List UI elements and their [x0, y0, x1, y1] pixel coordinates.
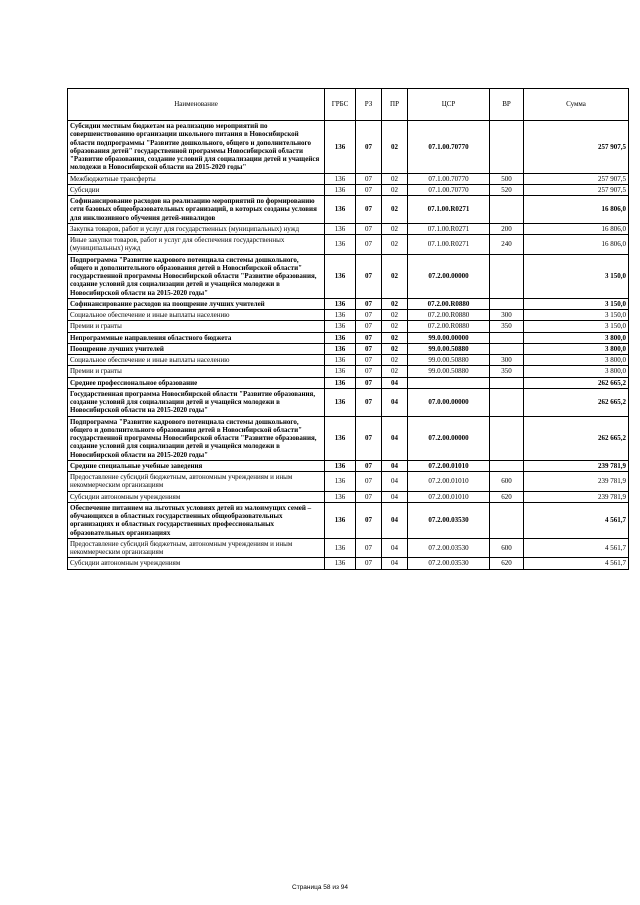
row-csr: 07.2.00.01010 — [408, 491, 490, 502]
row-rz: 07 — [356, 223, 382, 234]
table-row — [68, 416, 629, 460]
row-vr — [490, 332, 524, 343]
row-pr: 04 — [382, 460, 408, 471]
row-name: Субсидии местным бюджетам на реализацию мероприятий по совершенствованию организации школьного питания в Новосибирской области подпрограммы "Развитие дошкольного, общего и дополнительного образования детей" государственной программы Новосибирской области "Развитие образования, создание условий для социализации детей и учащейся молодежи в Новосибирской области на 2015-2020 годы" — [68, 121, 325, 174]
header-vr: ВР — [490, 89, 524, 121]
row-grbs: 136 — [325, 310, 356, 321]
row-sum: 4 561,7 — [524, 558, 629, 569]
row-rz: 07 — [356, 538, 382, 558]
row-grbs: 136 — [325, 121, 356, 174]
row-grbs: 136 — [325, 377, 356, 388]
row-name: Среднее профессиональное образование — [68, 377, 325, 388]
row-sum: 3 150,0 — [524, 298, 629, 309]
row-name: Премии и гранты — [68, 321, 325, 332]
row-grbs: 136 — [325, 538, 356, 558]
row-name: Субсидии — [68, 184, 325, 195]
header-sum: Сумма — [524, 89, 629, 121]
row-vr: 520 — [490, 184, 524, 195]
row-pr: 04 — [382, 377, 408, 388]
row-vr — [490, 254, 524, 298]
row-pr: 02 — [382, 254, 408, 298]
row-grbs: 136 — [325, 472, 356, 492]
row-grbs: 136 — [325, 235, 356, 255]
row-name: Поощрение лучших учителей — [68, 343, 325, 354]
row-name: Средние специальные учебные заведения — [68, 460, 325, 471]
row-pr: 02 — [382, 298, 408, 309]
table-row — [68, 321, 629, 332]
table-row — [68, 184, 629, 195]
row-grbs: 136 — [325, 416, 356, 460]
row-rz: 07 — [356, 310, 382, 321]
row-sum: 257 907,5 — [524, 184, 629, 195]
row-name: Софинансирование расходов на реализацию мероприятий по формированию сети базовых общеобразовательных организаций, в которых созданы условия для инклюзивного обучения детей-инвалидов — [68, 196, 325, 224]
row-vr: 200 — [490, 223, 524, 234]
row-rz: 07 — [356, 254, 382, 298]
row-vr — [490, 416, 524, 460]
row-pr: 02 — [382, 366, 408, 377]
row-name: Межбюджетные трансферты — [68, 173, 325, 184]
row-grbs: 136 — [325, 332, 356, 343]
row-name: Непрограммные направления областного бюджета — [68, 332, 325, 343]
row-pr: 02 — [382, 223, 408, 234]
row-csr: 07.2.00.03530 — [408, 502, 490, 538]
row-sum: 262 665,2 — [524, 377, 629, 388]
row-vr — [490, 196, 524, 224]
row-name: Закупка товаров, работ и услуг для государственных (муниципальных) нужд — [68, 223, 325, 234]
row-sum: 239 781,9 — [524, 460, 629, 471]
row-name: Предоставление субсидий бюджетным, автономным учреждениям и иным некоммерческим организациям — [68, 538, 325, 558]
budget-table — [67, 88, 629, 570]
row-pr: 04 — [382, 472, 408, 492]
row-rz: 07 — [356, 121, 382, 174]
row-grbs: 136 — [325, 502, 356, 538]
row-pr: 02 — [382, 121, 408, 174]
row-csr: 99.0.00.50880 — [408, 355, 490, 366]
row-csr: 07.2.00.R0880 — [408, 298, 490, 309]
row-pr: 02 — [382, 321, 408, 332]
row-rz: 07 — [356, 235, 382, 255]
table-row — [68, 388, 629, 416]
row-csr: 07.2.00.01010 — [408, 472, 490, 492]
row-rz: 07 — [356, 298, 382, 309]
row-vr: 620 — [490, 491, 524, 502]
row-rz: 07 — [356, 558, 382, 569]
table-row — [68, 173, 629, 184]
row-vr — [490, 121, 524, 174]
row-vr: 300 — [490, 310, 524, 321]
table-row — [68, 332, 629, 343]
row-rz: 07 — [356, 196, 382, 224]
table-row — [68, 254, 629, 298]
header-name: Наименование — [68, 89, 325, 121]
row-vr — [490, 502, 524, 538]
row-pr: 04 — [382, 558, 408, 569]
row-vr: 600 — [490, 472, 524, 492]
table-header-row — [68, 89, 629, 121]
row-vr: 620 — [490, 558, 524, 569]
row-csr: 07.1.00.70770 — [408, 184, 490, 195]
row-name: Иные закупки товаров, работ и услуг для обеспечения государственных (муниципальных) нужд — [68, 235, 325, 255]
row-grbs: 136 — [325, 460, 356, 471]
row-pr: 04 — [382, 491, 408, 502]
row-grbs: 136 — [325, 173, 356, 184]
header-rz: РЗ — [356, 89, 382, 121]
row-pr: 04 — [382, 416, 408, 460]
table-row — [68, 235, 629, 255]
row-pr: 04 — [382, 388, 408, 416]
table-row — [68, 377, 629, 388]
row-rz: 07 — [356, 332, 382, 343]
row-pr: 02 — [382, 332, 408, 343]
row-name: Софинансирование расходов на поощрение лучших учителей — [68, 298, 325, 309]
row-sum: 3 800,0 — [524, 366, 629, 377]
row-csr: 07.2.00.R0880 — [408, 321, 490, 332]
table-row — [68, 460, 629, 471]
table-row — [68, 355, 629, 366]
row-csr: 07.1.00.R0271 — [408, 235, 490, 255]
row-csr: 07.1.00.R0271 — [408, 223, 490, 234]
row-sum: 262 665,2 — [524, 416, 629, 460]
row-vr — [490, 298, 524, 309]
row-rz: 07 — [356, 502, 382, 538]
row-name: Социальное обеспечение и иные выплаты населению — [68, 310, 325, 321]
row-vr: 500 — [490, 173, 524, 184]
row-rz: 07 — [356, 416, 382, 460]
row-grbs: 136 — [325, 223, 356, 234]
row-pr: 02 — [382, 355, 408, 366]
row-rz: 07 — [356, 184, 382, 195]
row-name: Государственная программа Новосибирской области "Развитие образования, создание условий для социализации детей и учащейся молодежи в Новосибирской области на 2015-2020 годы" — [68, 388, 325, 416]
row-csr: 07.1.00.R0271 — [408, 196, 490, 224]
row-sum: 16 806,0 — [524, 235, 629, 255]
table-row — [68, 472, 629, 492]
row-sum: 3 800,0 — [524, 343, 629, 354]
table-row — [68, 558, 629, 569]
row-name: Субсидии автономным учреждениям — [68, 491, 325, 502]
row-name: Премии и гранты — [68, 366, 325, 377]
row-sum: 4 561,7 — [524, 538, 629, 558]
table-row — [68, 366, 629, 377]
row-rz: 07 — [356, 355, 382, 366]
table-row — [68, 491, 629, 502]
row-rz: 07 — [356, 472, 382, 492]
row-pr: 04 — [382, 538, 408, 558]
row-rz: 07 — [356, 460, 382, 471]
row-rz: 07 — [356, 173, 382, 184]
row-vr — [490, 343, 524, 354]
row-csr: 07.0.00.00000 — [408, 388, 490, 416]
row-sum: 257 907,5 — [524, 121, 629, 174]
row-csr: 99.0.00.50880 — [408, 366, 490, 377]
table-row — [68, 223, 629, 234]
row-sum: 3 800,0 — [524, 332, 629, 343]
row-name: Субсидии автономным учреждениям — [68, 558, 325, 569]
table-row — [68, 298, 629, 309]
row-grbs: 136 — [325, 355, 356, 366]
table-row — [68, 502, 629, 538]
table-row — [68, 538, 629, 558]
row-sum: 3 150,0 — [524, 321, 629, 332]
row-csr: 99.0.00.50880 — [408, 343, 490, 354]
row-rz: 07 — [356, 321, 382, 332]
row-name: Подпрограмма "Развитие кадрового потенциала системы дошкольного, общего и дополнительного образования детей в Новосибирской области" государственной программы Новосибирской области "Развитие образования, создание условий для социализации детей и учащейся молодежи в Новосибирской области на 2015-2020 годы" — [68, 416, 325, 460]
page-number: Страница 58 из 94 — [292, 884, 348, 891]
table-row — [68, 196, 629, 224]
row-rz: 07 — [356, 491, 382, 502]
row-name: Обеспечение питанием на льготных условиях детей из малоимущих семей – обучающихся в областных государственных общеобразовательных организациях и областных государственных профессиональных образовательных организациях — [68, 502, 325, 538]
row-grbs: 136 — [325, 491, 356, 502]
row-csr: 07.2.00.00000 — [408, 254, 490, 298]
row-vr — [490, 388, 524, 416]
row-sum: 3 800,0 — [524, 355, 629, 366]
row-rz: 07 — [356, 343, 382, 354]
row-csr: 07.1.00.70770 — [408, 173, 490, 184]
row-vr: 350 — [490, 321, 524, 332]
row-csr: 07.2.00.03530 — [408, 538, 490, 558]
row-rz: 07 — [356, 377, 382, 388]
row-pr: 02 — [382, 184, 408, 195]
row-vr: 600 — [490, 538, 524, 558]
table-row — [68, 310, 629, 321]
row-pr: 02 — [382, 310, 408, 321]
row-vr: 240 — [490, 235, 524, 255]
row-rz: 07 — [356, 366, 382, 377]
row-pr: 02 — [382, 196, 408, 224]
row-sum: 3 150,0 — [524, 254, 629, 298]
row-csr: 99.0.00.00000 — [408, 332, 490, 343]
row-grbs: 136 — [325, 343, 356, 354]
row-name: Предоставление субсидий бюджетным, автономным учреждениям и иным некоммерческим организациям — [68, 472, 325, 492]
row-grbs: 136 — [325, 184, 356, 195]
row-csr — [408, 377, 490, 388]
row-sum: 239 781,9 — [524, 472, 629, 492]
row-grbs: 136 — [325, 298, 356, 309]
row-csr: 07.2.00.03530 — [408, 558, 490, 569]
row-grbs: 136 — [325, 558, 356, 569]
row-sum: 16 806,0 — [524, 223, 629, 234]
row-pr: 04 — [382, 502, 408, 538]
row-csr: 07.2.00.01010 — [408, 460, 490, 471]
header-grbs: ГРБС — [325, 89, 356, 121]
row-csr: 07.1.00.70770 — [408, 121, 490, 174]
row-vr: 350 — [490, 366, 524, 377]
row-sum: 257 907,5 — [524, 173, 629, 184]
row-pr: 02 — [382, 235, 408, 255]
row-grbs: 136 — [325, 254, 356, 298]
header-csr: ЦСР — [408, 89, 490, 121]
row-vr — [490, 377, 524, 388]
header-pr: ПР — [382, 89, 408, 121]
row-grbs: 136 — [325, 366, 356, 377]
row-csr: 07.2.00.00000 — [408, 416, 490, 460]
row-grbs: 136 — [325, 196, 356, 224]
row-name: Социальное обеспечение и иные выплаты населению — [68, 355, 325, 366]
row-pr: 02 — [382, 173, 408, 184]
row-rz: 07 — [356, 388, 382, 416]
table-body — [68, 121, 629, 570]
row-csr: 07.2.00.R0880 — [408, 310, 490, 321]
row-name: Подпрограмма "Развитие кадрового потенциала системы дошкольного, общего и дополнительного образования детей в Новосибирской области" государственной программы Новосибирской области "Развитие образования, создание условий для социализации детей и учащейся молодежи в Новосибирской области на 2015-2020 годы" — [68, 254, 325, 298]
table-row — [68, 121, 629, 174]
row-sum: 262 665,2 — [524, 388, 629, 416]
row-vr — [490, 460, 524, 471]
row-grbs: 136 — [325, 388, 356, 416]
row-vr: 300 — [490, 355, 524, 366]
row-sum: 4 561,7 — [524, 502, 629, 538]
row-sum: 239 781,9 — [524, 491, 629, 502]
row-pr: 02 — [382, 343, 408, 354]
row-sum: 3 150,0 — [524, 310, 629, 321]
row-grbs: 136 — [325, 321, 356, 332]
table-row — [68, 343, 629, 354]
row-sum: 16 806,0 — [524, 196, 629, 224]
